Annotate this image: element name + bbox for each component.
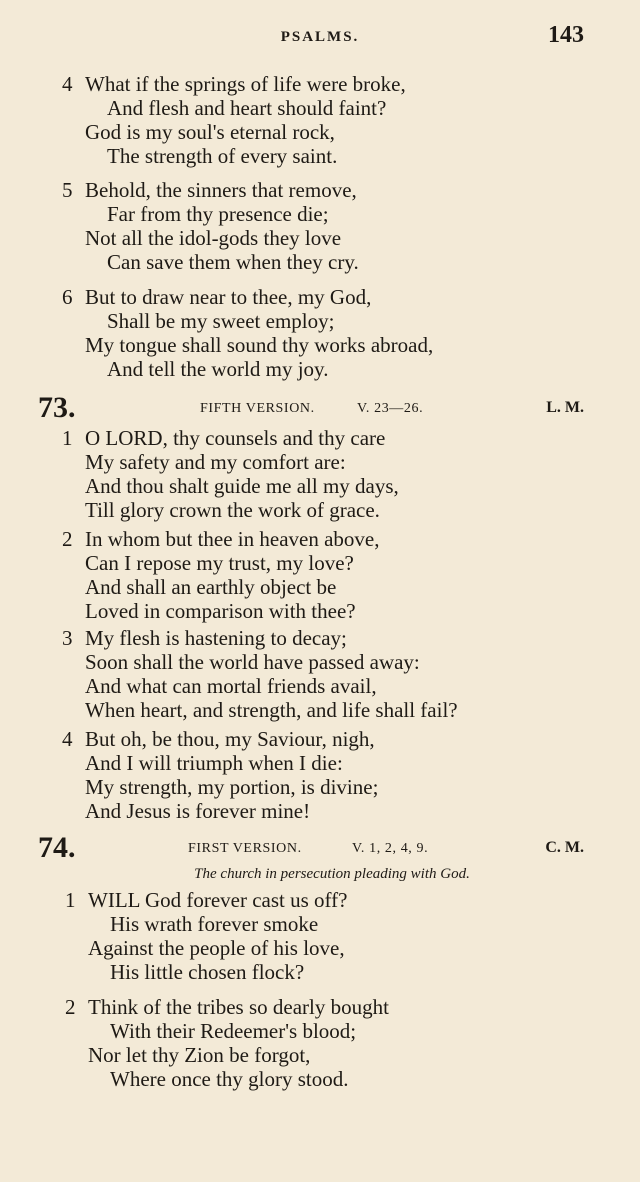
stanza-line: WILL God forever cast us off? — [88, 888, 348, 912]
page-number: 143 — [548, 22, 584, 48]
stanza-number: 6 — [62, 285, 73, 309]
stanza-line: O LORD, thy counsels and thy care — [85, 426, 386, 450]
stanza-line: When heart, and strength, and life shall fail? — [85, 698, 458, 722]
stanza-line: Think of the tribes so dearly bought — [88, 995, 389, 1019]
stanza-line: In whom but thee in heaven above, — [85, 527, 380, 551]
stanza-line: God is my soul's eternal rock, — [85, 120, 335, 144]
hymn-74-subtitle: The church in persecution pleading with God. — [194, 866, 470, 882]
stanza-line: Behold, the sinners that remove, — [85, 178, 357, 202]
stanza-line: And shall an earthly object be — [85, 575, 337, 599]
stanza-line: My flesh is hastening to decay; — [85, 626, 347, 650]
stanza-number: 1 — [62, 426, 73, 450]
stanza-line: My strength, my portion, is divine; — [85, 775, 379, 799]
stanza-line: But oh, be thou, my Saviour, nigh, — [85, 727, 375, 751]
stanza-line: And flesh and heart should faint? — [107, 96, 387, 120]
stanza-line: Till glory crown the work of grace. — [85, 498, 380, 522]
stanza-number: 2 — [62, 527, 73, 551]
stanza-line: My tongue shall sound thy works abroad, — [85, 333, 434, 357]
stanza-line: Can I repose my trust, my love? — [85, 551, 354, 575]
stanza-line: And Jesus is forever mine! — [85, 799, 311, 823]
stanza-line: What if the springs of life were broke, — [85, 72, 406, 96]
hymn-meter: L. M. — [546, 399, 584, 416]
stanza-number: 4 — [62, 72, 73, 96]
stanza-line: The strength of every saint. — [107, 144, 338, 168]
stanza-line: My safety and my comfort are: — [85, 450, 346, 474]
stanza-line: But to draw near to thee, my God, — [85, 285, 372, 309]
stanza-line: Against the people of his love, — [88, 936, 345, 960]
stanza-line: Loved in comparison with thee? — [85, 599, 356, 623]
stanza-line: Where once thy glory stood. — [110, 1067, 349, 1091]
hymn-number: 74. — [38, 831, 76, 864]
stanza-line: Can save them when they cry. — [107, 250, 359, 274]
stanza-number: 3 — [62, 626, 73, 650]
stanza-line: Nor let thy Zion be forgot, — [88, 1043, 311, 1067]
hymn-meter: C. M. — [545, 839, 584, 856]
hymn-version: FIRST VERSION. — [188, 841, 302, 856]
stanza-number: 4 — [62, 727, 73, 751]
stanza-number: 1 — [65, 888, 76, 912]
hymn-verses: V. 23—26. — [357, 401, 424, 416]
stanza-number: 5 — [62, 178, 73, 202]
stanza-line: Soon shall the world have passed away: — [85, 650, 420, 674]
stanza-line: With their Redeemer's blood; — [110, 1019, 357, 1043]
hymn-version: FIFTH VERSION. — [200, 401, 315, 416]
stanza-line: His wrath forever smoke — [110, 912, 319, 936]
hymn-number: 73. — [38, 391, 76, 424]
stanza-line: And what can mortal friends avail, — [85, 674, 377, 698]
hymn-73-heading — [0, 393, 640, 423]
stanza-line: And thou shalt guide me all my days, — [85, 474, 399, 498]
stanza-number: 2 — [65, 995, 76, 1019]
hymn-verses: V. 1, 2, 4, 9. — [352, 841, 429, 856]
stanza-line: Not all the idol-gods they love — [85, 226, 342, 250]
stanza-line: His little chosen flock? — [110, 960, 305, 984]
stanza-line: Shall be my sweet employ; — [107, 309, 335, 333]
stanza-line: And I will triumph when I die: — [85, 751, 343, 775]
stanza-line: Far from thy presence die; — [107, 202, 329, 226]
running-header: PSALMS. — [280, 29, 360, 45]
stanza-line: And tell the world my joy. — [107, 357, 329, 381]
hymn-74-heading — [0, 833, 640, 863]
